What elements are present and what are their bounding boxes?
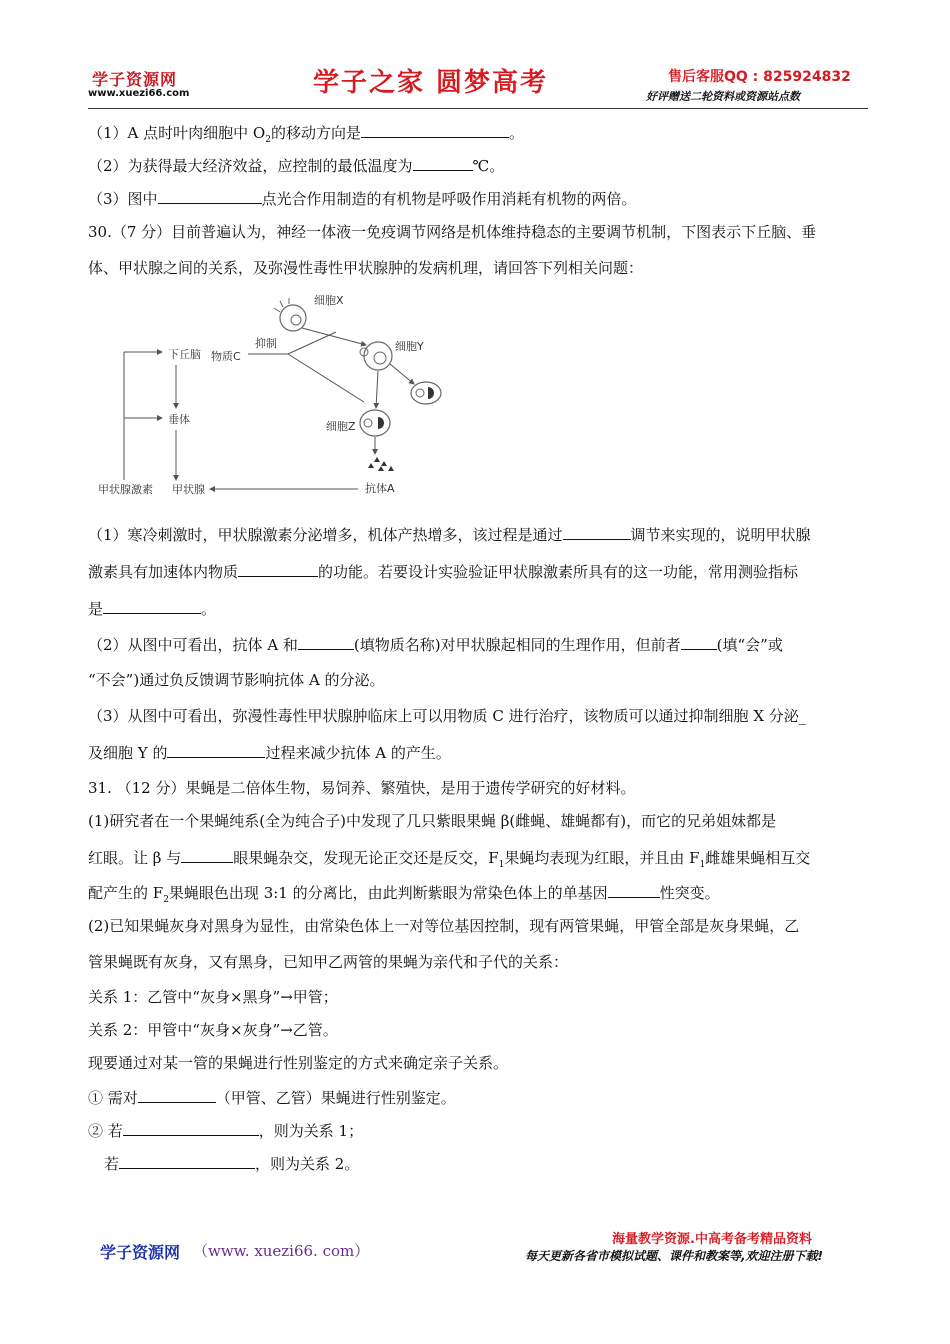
q30-a2-line1: （2）从图中可看出，抗体 A 和 (填物质名称)对甲状腺起相同的生理作用，但前者 (填“会”或 [88, 636, 783, 654]
q29-part1: （1）A 点时叶肉细胞中 $O_2$的移动方向是 。 [88, 124, 524, 145]
q31-step1: ① 需对 （甲管、乙管）果蝇进行性别鉴定。 [88, 1089, 456, 1107]
cell-z-icon [360, 410, 390, 436]
header-logo: 学子资源网 [92, 70, 178, 89]
q31-step3: 若 ，则为关系 2。 [104, 1155, 360, 1173]
answer-blank[interactable] [167, 742, 265, 758]
header-slogan: 学子之家 圆梦高考 [313, 68, 549, 98]
q31-step2: ② 若 ，则为关系 1； [88, 1122, 364, 1140]
q31-relation2: 关系 2：甲管中“灰身×灰身”→乙管。 [88, 1021, 338, 1039]
answer-blank[interactable] [563, 524, 631, 540]
q30-intro-line1: 30.（7 分）目前普遍认为，神经一体液一免疫调节网络是机体维持稳态的主要调节机制，下图表示下丘脑、垂 [88, 223, 817, 241]
q31-p2-line1: (2)已知果蝇灰身对黑身为显性，由常染色体上一对等位基因控制，现有两管果蝇，甲管全部是灰身果蝇，乙 [88, 917, 800, 935]
footer-tagline: 海量教学资源.中高考备考精品资料 [612, 1232, 812, 1247]
cell-x-label: 细胞X [314, 294, 344, 307]
cell-z-label: 细胞Z [326, 420, 356, 433]
footer-notice: 每天更新各省市模拟试题、课件和教案等,欢迎注册下载! [525, 1249, 824, 1263]
pituitary-label: 垂体 [168, 413, 190, 426]
q30-a1-line3: 是 。 [88, 600, 217, 618]
q31-intro: 31. （12 分）果蝇是二倍体生物，易饲养、繁殖快，是用于遗传学研究的好材料。 [88, 779, 636, 797]
q30-intro-line2: 体、甲状腺之间的关系，及弥漫性毒性甲状腺肿的发病机理，请回答下列相关问题： [88, 259, 644, 277]
q31-p2-line5: 现要通过对某一管的果蝇进行性别鉴定的方式来确定亲子关系。 [88, 1054, 509, 1072]
header-qq: 售后客服QQ : 825924832 [668, 69, 851, 85]
q31-p1-line3: 配产生的 $F_2$果蝇眼色出现 3:1 的分离比，由此判断紫眼为常染色体上的单基因 性突变。 [88, 884, 720, 905]
hypothalamus-label: 下丘脑 [168, 348, 201, 361]
answer-blank[interactable] [681, 634, 717, 650]
header-divider [88, 108, 868, 109]
cell-x-icon [274, 298, 306, 331]
inhibit-label: 抑制 [255, 337, 277, 350]
answer-blank[interactable] [119, 1153, 255, 1169]
thyroid-label: 甲状腺 [172, 483, 205, 496]
answer-blank[interactable] [123, 1120, 259, 1136]
q29-part3: （3）图中 点光合作用制造的有机物是呼吸作用消耗有机物的两倍。 [88, 190, 637, 208]
answer-blank[interactable] [103, 598, 201, 614]
antibody-icon [368, 457, 394, 471]
header-qq-sub: 好评赠送二轮资料或资源站点数 [646, 90, 800, 103]
answer-blank[interactable] [238, 561, 318, 577]
plasma-cell-icon [411, 382, 441, 404]
q31-p2-line2: 管果蝇既有灰身，又有黑身，已知甲乙两管的果蝇为亲代和子代的关系： [88, 953, 569, 971]
q29-part2: （2）为获得最大经济效益，应控制的最低温度为 ℃。 [88, 157, 505, 175]
antibody-a-label: 抗体A [365, 482, 395, 495]
q31-p1-line2: 红眼。让 β 与 眼果蝇杂交，发现无论正交还是反交，$F_1$果蝇均表现为红眼，并且由 $F_1$雌雄果蝇相互交 [88, 849, 811, 870]
q30-a3-line2: 及细胞 Y 的 过程来减少抗体 A 的产生。 [88, 744, 451, 762]
answer-blank[interactable] [361, 122, 509, 138]
footer-url-link[interactable]: （www. xuezi66. com） [193, 1242, 370, 1260]
answer-blank[interactable] [138, 1087, 216, 1103]
q30-a1-line2: 激素具有加速体内物质 的功能。若要设计实验验证甲状腺激素所具有的这一功能，常用测验指标 [88, 563, 799, 581]
substance-c-label: 物质C [211, 350, 241, 363]
q31-relation1: 关系 1：乙管中“灰身×黑身”→甲管； [88, 988, 338, 1006]
footer-logo: 学子资源网 [100, 1243, 181, 1262]
answer-blank[interactable] [608, 882, 660, 898]
answer-blank[interactable] [181, 847, 233, 863]
q30-a1-line1: （1）寒冷刺激时，甲状腺激素分泌增多，机体产热增多，该过程是通过 调节来实现的，说明甲状腺 [88, 526, 811, 544]
q30-a3-line1: （3）从图中可看出，弥漫性毒性甲状腺肿临床上可以用物质 C 进行治疗，该物质可以通过抑制细胞 X 分泌_ [88, 707, 807, 725]
thyroid-hormone-label: 甲状腺激素 [98, 483, 153, 496]
q31-p1-line1: (1)研究者在一个果蝇纯系(全为纯合子)中发现了几只紫眼果蝇 β(雌蝇、雄蝇都有)，而它的兄弟姐妹都是 [88, 812, 777, 830]
header-logo-url: www.xuezi66.com [88, 88, 190, 99]
cell-y-label: 细胞Y [395, 340, 424, 353]
answer-blank[interactable] [298, 634, 354, 650]
answer-blank[interactable] [158, 188, 262, 204]
regulation-diagram [88, 290, 448, 505]
cell-y-icon [360, 342, 392, 370]
q30-a2-line2: “不会”)通过负反馈调节影响抗体 A 的分泌。 [88, 671, 385, 689]
answer-blank[interactable] [413, 155, 473, 171]
